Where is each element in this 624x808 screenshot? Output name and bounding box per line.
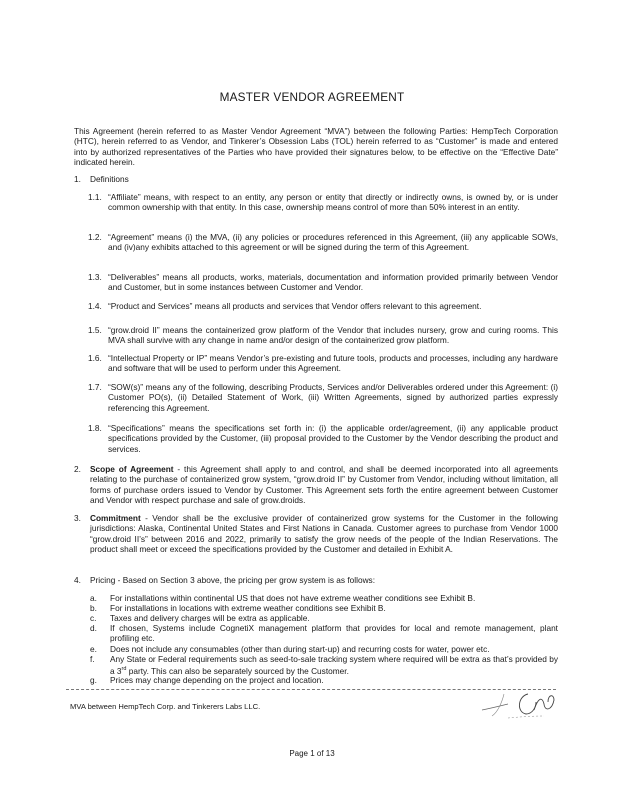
pricing-text: For installations within continental US that does not have extreme weather conditions see Exhibit B. bbox=[110, 593, 476, 603]
defined-term: “Intellectual Property or IP” bbox=[108, 353, 208, 363]
item-letter: e. bbox=[90, 644, 97, 654]
item-number: 1.2. bbox=[88, 232, 102, 242]
definition-text: means all products, works, materials, documentation and information provided primarily between Vendor and Customer, but in some instances between Customer and Vendor. bbox=[108, 272, 558, 293]
section-text: - Vendor shall be the exclusive provider of containerized grow systems for the Customer in the following jurisdictions: Alaska, Continental United States and First Nations in Canada. Customer agrees to purchase from Vendor 1000 “grow.droid II’s” between 2016 and 2022, primarily to satisfy the grow needs of the people of the Indian Reservations. The product shall meet or exceed the specifications provided by the Customer and detailed in Exhibit A. bbox=[90, 513, 558, 555]
pricing-text: Does not include any consumables (other than during start-up) and recurring costs for water, power etc. bbox=[110, 644, 490, 654]
item-number: 1.8. bbox=[88, 423, 102, 433]
definition-text: means the containerized grow platform of the Vendor that includes nursery, grow and curing rooms. This MVA shall survive with any change in name and/or design of the containerized grow platform. bbox=[108, 325, 558, 346]
item-number: 1.1. bbox=[88, 192, 102, 202]
pricing-text: Taxes and delivery charges will be extra as applicable. bbox=[110, 613, 310, 623]
item-number: 1.4. bbox=[88, 301, 102, 311]
definition-text: means Vendor’s pre-existing and future tools, products and processes, including any hardware and software that will be used to perform under this Agreement. bbox=[108, 353, 558, 374]
item-number: 1.5. bbox=[88, 325, 102, 335]
item-letter: f. bbox=[90, 654, 95, 664]
section-number: 3. bbox=[74, 513, 81, 523]
defined-term: “Deliverables” bbox=[108, 272, 160, 282]
section-heading: Definitions bbox=[90, 174, 129, 184]
definition-text: means (i) the MVA, (ii) any policies or procedures referenced in this Agreement, (iii) any applicable SOWs, and (iv)any exhibits attached to this agreement or will be signed during the term of this Agreement. bbox=[108, 232, 558, 253]
defined-term: “Specifications” bbox=[108, 423, 165, 433]
item-number: 1.3. bbox=[88, 272, 102, 282]
defined-term: “Affiliate” bbox=[108, 192, 141, 202]
definition-text: means, with respect to an entity, any person or entity that directly or indirectly owns, is owned by, or is under common ownership with that entity. In this case, ownership means control of more than 50% interest in an entity. bbox=[108, 192, 558, 213]
item-number: 1.6. bbox=[88, 353, 102, 363]
item-number: 1.7. bbox=[88, 382, 102, 392]
item-letter: g. bbox=[90, 675, 97, 685]
section-number: 1. bbox=[74, 174, 81, 184]
pricing-text: If chosen, Systems include CognetiX management platform that provides for local and remote management, plant profiling etc. bbox=[110, 623, 558, 644]
definition-text: means the specifications set forth in: (i) the applicable order/agreement, (ii) any applicable product specifications provided by the Customer, (iii) proposal provided to the Customer by the Vendor describing the product and services. bbox=[108, 423, 558, 454]
definition-text: means all products and services that Vendor offers relevant to this agreement. bbox=[192, 301, 482, 311]
item-letter: a. bbox=[90, 593, 97, 603]
defined-term: “Agreement” bbox=[108, 232, 155, 242]
footer-agreement-label: MVA between HempTech Corp. and Tinkerers Labs LLC. bbox=[70, 702, 261, 711]
ordinal-suffix: rd bbox=[121, 666, 127, 673]
item-letter: d. bbox=[90, 623, 97, 633]
definition-text: means any of the following, describing Products, Services and/or Deliverables ordered under this Agreement: (i) Customer PO(s), (ii) Detailed Statement of Work, (iii) Written Agreements, signed by authorized parties expressly referencing this Agreement. bbox=[108, 382, 558, 413]
section-text: - Based on Section 3 above, the pricing per grow system is as follows: bbox=[115, 575, 376, 585]
item-letter: b. bbox=[90, 603, 97, 613]
section-term: Pricing bbox=[90, 575, 116, 585]
item-letter: c. bbox=[90, 613, 97, 623]
pricing-text: For installations in locations with extreme weather conditions see Exhibit B. bbox=[110, 603, 386, 613]
defined-term: “grow.droid II” bbox=[108, 325, 160, 335]
defined-term: “SOW(s)” bbox=[108, 382, 144, 392]
pricing-text: Prices may change depending on the project and location. bbox=[110, 675, 324, 685]
initials-signature bbox=[478, 684, 558, 724]
page-title: MASTER VENDOR AGREEMENT bbox=[219, 90, 405, 104]
section-term: Commitment bbox=[90, 513, 141, 523]
section-number: 4. bbox=[74, 575, 81, 585]
section-text: - this Agreement shall apply to and control, and shall be deemed incorporated into all agreements relating to the purchase of containerized grow system, “grow.droid II” by Customer from Vendor, including without limitation, all forms of purchase orders issued to Vendor by Customer. This Agreement sets forth the entire agreement between Customer and Vendor with respect purchase and sale of grow.droids. bbox=[90, 464, 558, 506]
pricing-text: party. This can also be separately sourced by the Customer. bbox=[126, 666, 349, 677]
page-number: Page 1 of 13 bbox=[289, 749, 335, 758]
defined-term: “Product and Services” bbox=[108, 301, 193, 311]
section-term: Scope of Agreement bbox=[90, 464, 174, 474]
pricing-text: Any State or Federal requirements such as seed-to-sale tracking system where required will be extra as that’s provided by a 3 bbox=[110, 654, 558, 677]
intro-paragraph: This Agreement (herein referred to as Master Vendor Agreement “MVA”) between the following Parties: HempTech Corporation (HTC), herein referred to as Vendor, and Tinkerer’s Obsession Labs (TOL) herein referred to as “Customer” is made and entered into by authorized representatives of the Parties who have provided their signatures below, to be effective on the “Effective Date” indicated herein. bbox=[74, 126, 558, 168]
section-number: 2. bbox=[74, 464, 81, 474]
